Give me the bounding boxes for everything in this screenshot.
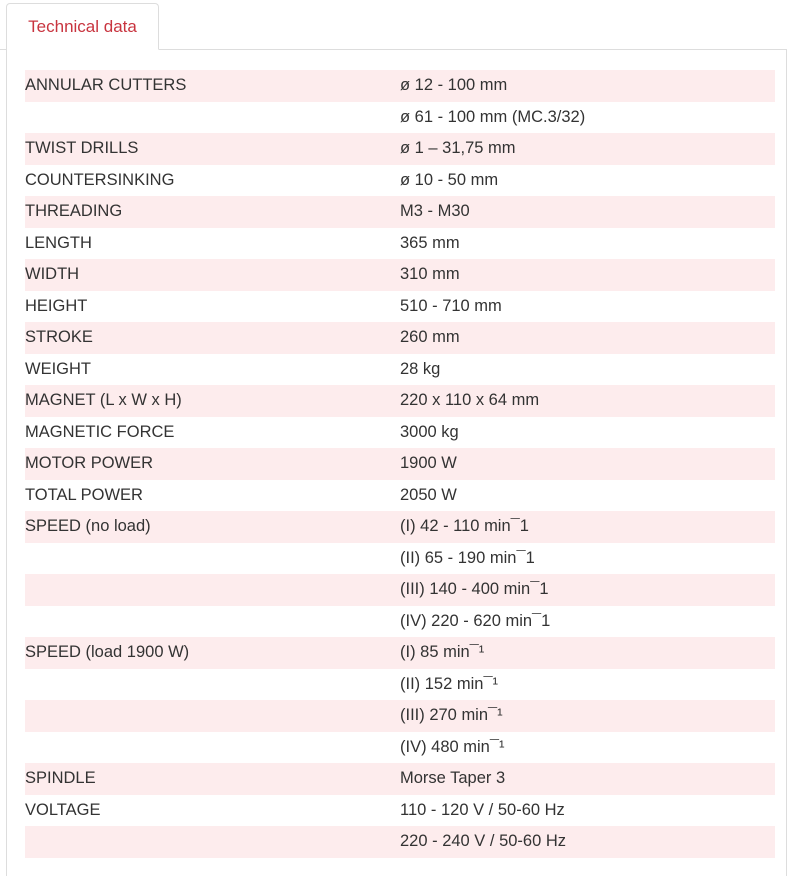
spec-label: ANNULAR CUTTERS — [25, 70, 400, 102]
spec-value: 365 mm — [400, 228, 775, 260]
spec-label: WEIGHT — [25, 354, 400, 386]
table-row — [25, 574, 775, 606]
spec-value: ø 10 - 50 mm — [400, 165, 775, 197]
table-row — [25, 795, 775, 827]
tab-bar — [0, 0, 787, 50]
spec-label: HEIGHT — [25, 291, 400, 323]
table-row — [25, 102, 775, 134]
table-row — [25, 511, 775, 543]
spec-label: WIDTH — [25, 259, 400, 291]
spec-value: 510 - 710 mm — [400, 291, 775, 323]
spec-value: ø 61 - 100 mm (MC.3/32) — [400, 102, 775, 134]
table-row — [25, 354, 775, 386]
spec-value: (II) 152 min¯¹ — [400, 669, 775, 701]
spec-label: LENGTH — [25, 228, 400, 260]
table-row — [25, 228, 775, 260]
spec-value: (II) 65 - 190 min¯1 — [400, 543, 775, 575]
table-row — [25, 417, 775, 449]
spec-value: 220 x 110 x 64 mm — [400, 385, 775, 417]
spec-label — [25, 732, 400, 764]
spec-label — [25, 574, 400, 606]
table-row — [25, 448, 775, 480]
table-row — [25, 259, 775, 291]
spec-label: THREADING — [25, 196, 400, 228]
table-row — [25, 165, 775, 197]
spec-label: MAGNETIC FORCE — [25, 417, 400, 449]
spec-value: ø 1 – 31,75 mm — [400, 133, 775, 165]
spec-label: SPINDLE — [25, 763, 400, 795]
spec-value: Morse Taper 3 — [400, 763, 775, 795]
spec-label: VOLTAGE — [25, 795, 400, 827]
table-row — [25, 606, 775, 638]
spec-value: (I) 42 - 110 min¯1 — [400, 511, 775, 543]
table-row — [25, 70, 775, 102]
table-row — [25, 133, 775, 165]
table-row — [25, 637, 775, 669]
table-row — [25, 480, 775, 512]
table-row — [25, 196, 775, 228]
spec-label: STROKE — [25, 322, 400, 354]
table-row — [25, 763, 775, 795]
spec-label: TOTAL POWER — [25, 480, 400, 512]
table-row — [25, 385, 775, 417]
spec-value: M3 - M30 — [400, 196, 775, 228]
table-row — [25, 543, 775, 575]
spec-value: 260 mm — [400, 322, 775, 354]
table-row — [25, 700, 775, 732]
table-row — [25, 732, 775, 764]
spec-label — [25, 669, 400, 701]
spec-label: SPEED (load 1900 W) — [25, 637, 400, 669]
spec-value: (III) 270 min¯¹ — [400, 700, 775, 732]
spec-value: 310 mm — [400, 259, 775, 291]
tab-technical-data[interactable]: Technical data — [6, 3, 159, 50]
table-row — [25, 826, 775, 858]
spec-value: (I) 85 min¯¹ — [400, 637, 775, 669]
spec-value: ø 12 - 100 mm — [400, 70, 775, 102]
spec-label — [25, 543, 400, 575]
spec-value: 220 - 240 V / 50-60 Hz — [400, 826, 775, 858]
spec-value: 110 - 120 V / 50-60 Hz — [400, 795, 775, 827]
spec-label — [25, 606, 400, 638]
spec-label: MAGNET (L x W x H) — [25, 385, 400, 417]
spec-value: 2050 W — [400, 480, 775, 512]
spec-value: (IV) 220 - 620 min¯1 — [400, 606, 775, 638]
spec-value: (III) 140 - 400 min¯1 — [400, 574, 775, 606]
spec-label: TWIST DRILLS — [25, 133, 400, 165]
spec-label: COUNTERSINKING — [25, 165, 400, 197]
table-row — [25, 291, 775, 323]
spec-label — [25, 700, 400, 732]
spec-value: 1900 W — [400, 448, 775, 480]
technical-data-table — [25, 70, 775, 858]
technical-data-table-body — [25, 70, 775, 858]
table-row — [25, 322, 775, 354]
spec-label — [25, 102, 400, 134]
spec-value: (IV) 480 min¯¹ — [400, 732, 775, 764]
spec-label: MOTOR POWER — [25, 448, 400, 480]
spec-label — [25, 826, 400, 858]
spec-value: 3000 kg — [400, 417, 775, 449]
spec-value: 28 kg — [400, 354, 775, 386]
table-row — [25, 669, 775, 701]
spec-label: SPEED (no load) — [25, 511, 400, 543]
